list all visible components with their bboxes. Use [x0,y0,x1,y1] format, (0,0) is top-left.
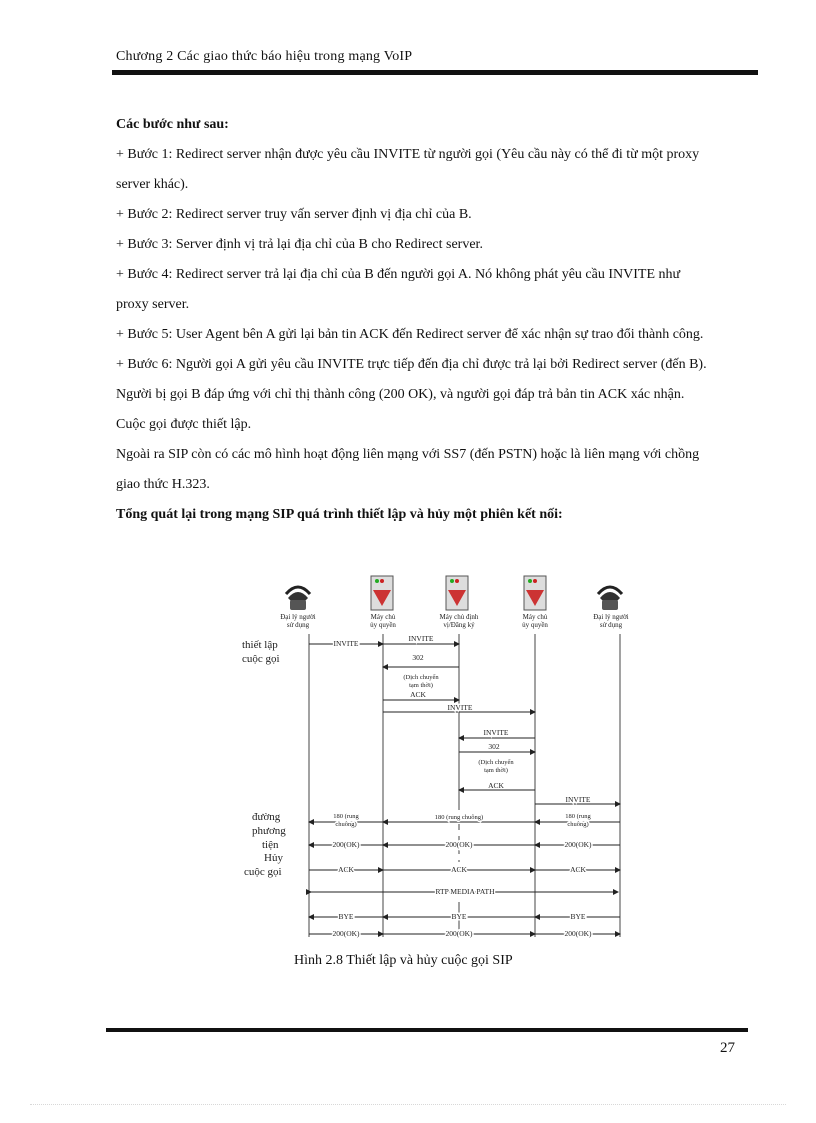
phase-media-3: tiện [262,839,279,851]
label-ua-a-2: sử dụng [286,621,310,629]
msg-ack-2: ACK [488,781,504,790]
label-ua-b: Đại lý người [593,613,629,621]
phase-setup-2: cuộc gọi [242,653,280,665]
step-2: + Bước 2: Redirect server truy vấn server định vị địa chỉ của B. [116,207,472,222]
step-3: + Bước 3: Server định vị trả lại địa chỉ của B cho Redirect server. [116,237,483,252]
msg-200-mid: 200(OK) [445,840,473,849]
label-proxy-2-2: ủy quyền [522,621,548,629]
step-5: + Bước 5: User Agent bên A gửi lại bản tin ACK đến Redirect server để xác nhận sự trao đổi thành công. [116,327,704,342]
msg-redirect-2b: tạm thời) [484,767,508,774]
running-header: Chương 2 Các giao thức báo hiệu trong mạng VoIP [116,49,413,64]
label-proxy-2: Máy chủ [522,613,548,621]
phase-media: đường [252,811,281,823]
label-proxy-1-2: ủy quyền [370,621,396,629]
summary-heading: Tổng quát lại trong mạng SIP quá trình thiết lập và hủy một phiên kết nối: [116,507,563,522]
steps-heading: Các bước như sau: [116,117,229,132]
msg-180-a: 180 (rung [333,813,359,820]
msg-bye-mid: BYE [451,912,467,921]
label-registrar-2: vị/Đăng ký [443,621,475,629]
server-icon-proxy-1 [371,576,393,610]
msg-200-b: 200(OK) [564,840,592,849]
msg-redirect-1b: tạm thời) [409,682,433,689]
label-ua-a: Đại lý người [280,613,316,621]
step-1: + Bước 1: Redirect server nhận được yêu cầu INVITE từ người gọi (Yêu cầu này có thể đi từ một proxy server khác). [116,147,700,192]
msg-redirect-2: (Dịch chuyển [478,759,514,766]
msg-invite-3: INVITE [447,703,473,712]
server-icon-registrar [446,576,468,610]
footer-rule [106,1028,748,1032]
phase-teardown: Hủy [264,852,283,864]
page-number: 27 [720,1040,735,1056]
msg-redirect-1: (Dịch chuyển [403,674,439,681]
msg-invite-1: INVITE [333,639,359,648]
phase-teardown-2: cuộc gọi [244,866,282,878]
msg-302-1: 302 [412,653,424,662]
msg-200-a: 200(OK) [332,840,360,849]
step-4: + Bước 4: Redirect server trả lại địa chỉ của B đến người gọi A. Nó không phát yêu cầu INVITE như proxy server. [116,267,681,312]
msg-invite-5: INVITE [565,795,591,804]
interworking-paragraph: Ngoài ra SIP còn có các mô hình hoạt động liên mạng với SS7 (đến PSTN) hoặc là liên mạng với chồng giao thức H.323. [116,447,700,492]
msg-200-bye-b: 200(OK) [564,929,592,938]
msg-bye-a: BYE [338,912,354,921]
msg-bye-b: BYE [570,912,586,921]
msg-180-a-2: chuông) [335,821,357,828]
msg-invite-2: INVITE [408,634,434,643]
sip-call-flow-diagram [228,572,648,944]
server-icon-proxy-2 [524,576,546,610]
msg-180-b: 180 (rung [565,813,591,820]
msg-ack-b: ACK [570,865,586,874]
body-text [116,110,716,530]
step-6: + Bước 6: Người gọi A gửi yêu cầu INVITE trực tiếp đến địa chỉ được trả lại bởi Redirect server (đến B). Người bị gọi B đáp ứng với chỉ thị thành công (200 OK), và người gọi đáp trả bản tin ACK xác nhận. Cuộc gọi được thiết lập. [116,357,707,432]
header-rule [112,70,758,75]
label-registrar: Máy chủ định [439,613,479,621]
msg-ack-a: ACK [338,865,354,874]
msg-rtp: RTP MEDIA PATH [435,887,495,896]
msg-302-2: 302 [488,742,500,751]
msg-ack-1: ACK [410,690,426,699]
phone-icon-a [286,587,310,610]
msg-ack-mid: ACK [451,865,467,874]
label-proxy-1: Máy chủ [370,613,396,621]
msg-180-mid: 180 (rung chuông) [434,814,484,821]
figure-caption: Hình 2.8 Thiết lập và hủy cuộc gọi SIP [294,953,513,968]
phone-icon-b [598,587,622,610]
phase-media-2: phương [252,825,286,837]
msg-invite-4: INVITE [483,728,509,737]
msg-180-b-2: chuông) [567,821,589,828]
msg-200-bye-mid: 200(OK) [445,929,473,938]
label-ua-b-2: sử dụng [599,621,623,629]
page-edge-divider [30,1104,786,1105]
msg-200-bye-a: 200(OK) [332,929,360,938]
phase-setup: thiết lập [242,639,278,651]
